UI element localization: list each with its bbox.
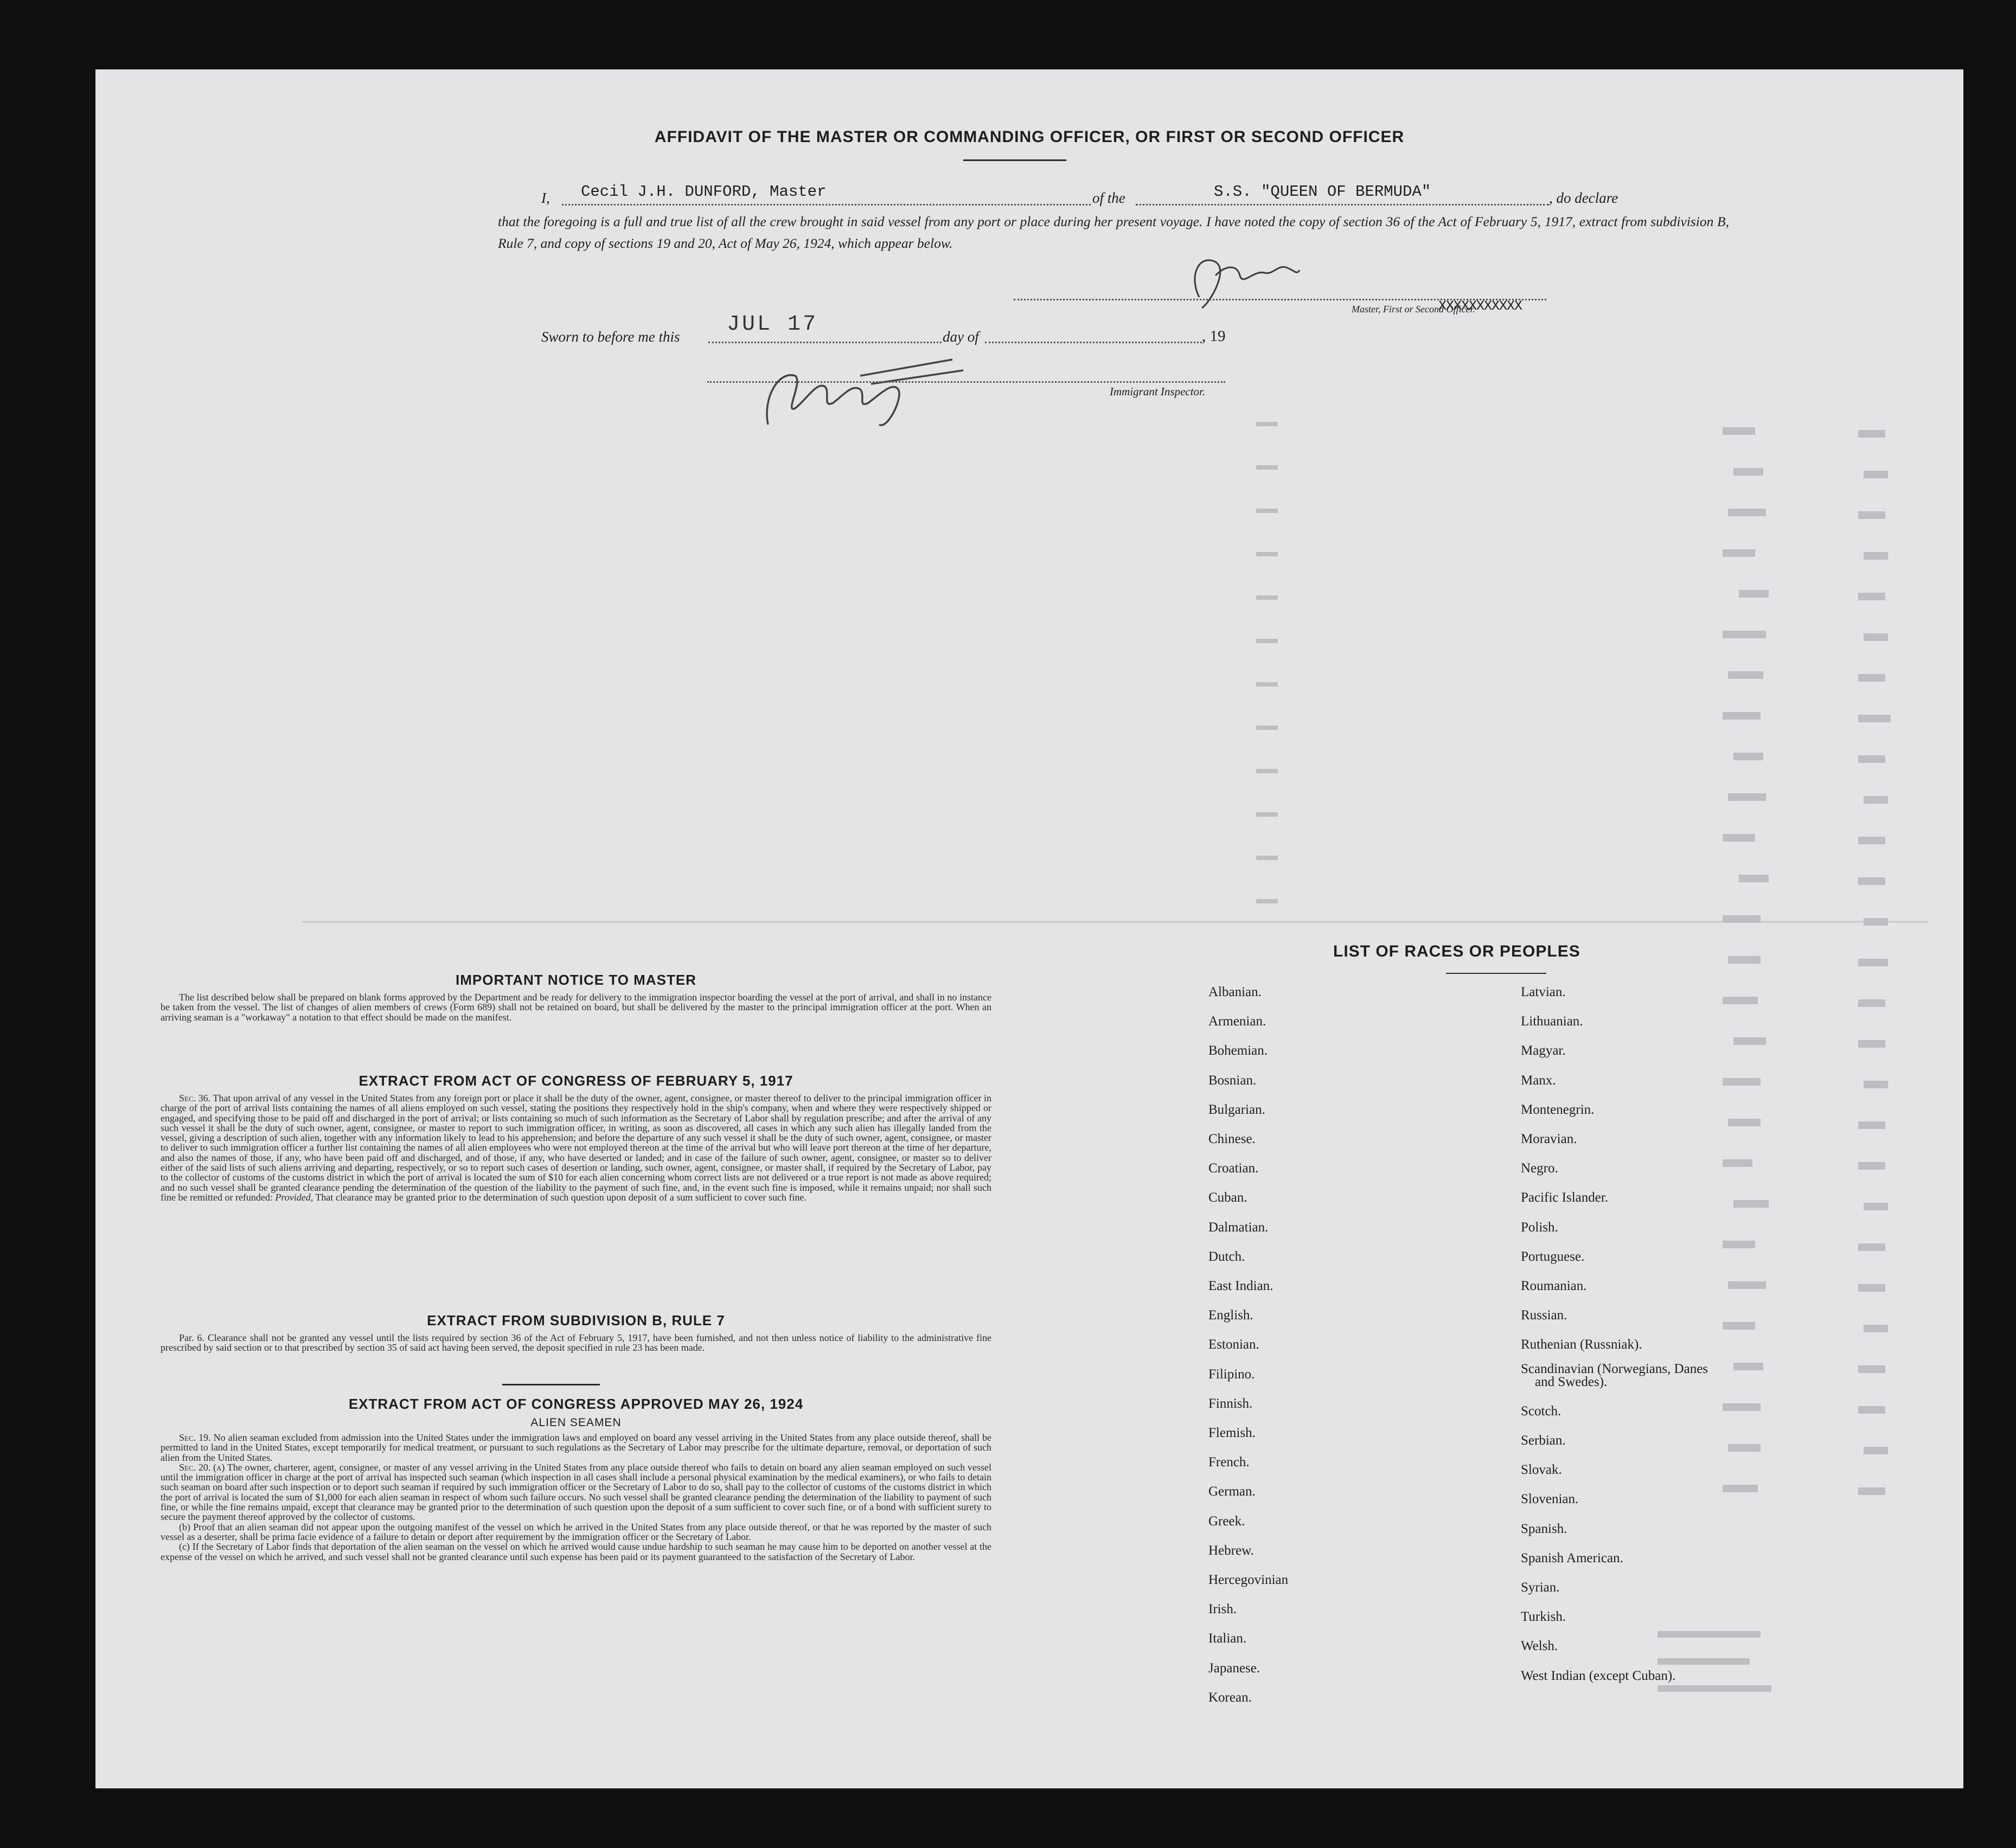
race-item: Lithuanian. — [1521, 1014, 1583, 1029]
section-19-label: Sec. 19. — [179, 1432, 211, 1443]
race-item: Spanish American. — [1521, 1550, 1623, 1565]
race-item: Russian. — [1521, 1308, 1567, 1323]
master-signature — [1177, 243, 1308, 319]
section-36-tail: That clearance may be granted prior to the determination of such question upon deposit of a sum sufficient to cover such fine. — [315, 1191, 807, 1203]
master-overstrike: XXXXXXXXXXX — [1438, 298, 1522, 314]
rule-7-title: EXTRACT FROM SUBDIVISION B, RULE 7 — [427, 1312, 725, 1329]
race-item: Scandinavian (Norwegians, Danes and Swedes). — [1521, 1361, 1708, 1389]
race-item: Magyar. — [1521, 1043, 1566, 1058]
rule-7-text — [161, 1333, 991, 1353]
race-item: East Indian. — [1208, 1279, 1273, 1293]
section-20-label: Sec. 20. (a) — [179, 1461, 225, 1473]
vessel-line — [1136, 204, 1549, 206]
inspector-caption: Immigrant Inspector. — [1110, 385, 1206, 398]
year-label: , 19 — [1202, 328, 1226, 345]
race-item: German. — [1208, 1484, 1256, 1499]
month-line — [985, 342, 1202, 343]
race-item: Greek. — [1208, 1513, 1245, 1529]
section-20a-body: The owner, charterer, agent, consignee, or master of any vessel arriving in the United States from any place outside thereof who fails to detain on board any alien seaman employed on such vessel until the immigration officer in charge at the port of arrival has inspected such seaman (which inspection in all cases shall include a personal physical examination by the medical examiners), or who fails to detain such seaman on board after such inspection or to deport such seaman if required by such immigration officer or the Secretary of Labor to do so, shall pay to the collector of customs of the customs district in which the port of arrival is located the sum of $1,000 for each alien seaman in respect of whom such failure occurs. No such vessel shall be granted clearance pending the determination of the liability to payment of such fine, or while the fine remains unpaid, except that clearance may be granted prior to the determination of such question upon the deposit of a sum sufficient to cover such fine, or of a bond with sufficient surety to secure the payment thereof approved by the collector of customs. — [161, 1461, 991, 1523]
date-stamp: JUL 17 — [727, 312, 818, 337]
notice-paragraph: The list described below shall be prepared on blank forms approved by the Department and be ready for delivery to the immigration inspector boarding the vessel at the port of arrival, and shall in no instance be taken from the vessel. The list of changes of alien members of crews (Form 689) shall not be retained on board, but shall be delivered by the master to the principal immigration officer at the port. When an arriving seaman is a "workaway" a notation to that effect should be made on the manifest. — [161, 992, 991, 1023]
race-item: Albanian. — [1208, 985, 1262, 999]
rule-7-divider — [502, 1384, 600, 1385]
section-36-paragraph — [161, 1093, 991, 1202]
race-item: Cuban. — [1208, 1190, 1247, 1205]
race-item: Bulgarian. — [1208, 1102, 1265, 1117]
race-item: English. — [1208, 1308, 1253, 1323]
race-item: Latvian. — [1521, 985, 1566, 999]
race-item: Slovenian. — [1521, 1492, 1579, 1507]
race-item: Filipino. — [1208, 1366, 1255, 1382]
master-name: Cecil J.H. DUNFORD, Master — [581, 183, 827, 201]
extract-1917-text — [161, 1093, 991, 1202]
race-item: West Indian (except Cuban). — [1521, 1668, 1676, 1683]
notice-text — [161, 992, 991, 1022]
do-declare-label: , do declare — [1549, 190, 1618, 206]
race-item: Roumanian. — [1521, 1279, 1587, 1293]
race-item: Estonian. — [1208, 1337, 1259, 1352]
race-item: Montenegrin. — [1521, 1102, 1595, 1117]
affidavit-i-label: I, — [541, 190, 550, 206]
race-item: Dalmatian. — [1208, 1220, 1269, 1235]
race-item: Korean. — [1208, 1690, 1252, 1705]
race-item: Armenian. — [1208, 1014, 1266, 1029]
extract-1924-title: EXTRACT FROM ACT OF CONGRESS APPROVED MAY 26, 1924 — [348, 1396, 804, 1412]
section-20b-paragraph: (b) Proof that an alien seaman did not appear upon the outgoing manifest of the vessel on which he arrived in the United States from any place outside thereof, or that he was reported by the master of such vessel as a deserter, shall be prima facie evidence of a failure to detain or deport after requirement by the immigration officer or the Secretary of Labor. — [161, 1521, 991, 1542]
race-item: Scotch. — [1521, 1403, 1561, 1419]
race-item: Slovak. — [1521, 1462, 1562, 1478]
day-of-label: day of — [943, 329, 979, 345]
alien-seamen-subtitle: ALIEN SEAMEN — [530, 1416, 622, 1429]
race-item: Finnish. — [1208, 1396, 1253, 1411]
race-item: Hebrew. — [1208, 1543, 1254, 1558]
section-19-paragraph — [161, 1433, 991, 1462]
inspector-signature-line — [707, 381, 1225, 383]
affidavit-title: AFFIDAVIT OF THE MASTER OR COMMANDING OFFICER, OR FIRST OR SECOND OFFICER — [654, 128, 1405, 146]
master-caption: Master, First or Second Officer. — [1352, 304, 1475, 315]
race-item: Japanese. — [1208, 1660, 1260, 1676]
race-item: French. — [1208, 1455, 1250, 1470]
race-item: Irish. — [1208, 1602, 1237, 1617]
section-36-body: That upon arrival of any vessel in the United States from any foreign port or place it shall be the duty of the owner, agent, consignee, or master thereof to deliver to the principal immigration officer in charge of the port of arrival lists containing the names of all aliens employed on such vessel, stating the positions they respectively hold in the ship's company, when and where they were respectively shipped or engaged, and specifying those to be paid off and discharged in the port of arrival; or lists containing so much of such information as the Secretary of Labor shall by regulation prescribe; and after the arrival of any such vessel it shall be the duty of such owner, agent, consignee, or master to report to such immigration officer, in writing, as soon as discovered, all cases in which any such alien has illegally landed from the vessel, giving a description of such alien, together with any information likely to lead to his apprehension; and before the departure of any such vessel it shall be the duty of such owner, agent, consignee, or master to deliver to such immigration officer a further list containing the names of all alien employees who were not employed thereon at the time of the arrival but who will leave port thereon at the time of her departure, and also the names of those, if any, who have been paid off and discharged, and of those, if any, who have deserted or landed; and in case of the failure of such owner, agent, consignee, or master so to deliver either of the said lists of such aliens arriving and departing, respectively, or so to report such cases of desertion or landing, such owner, agent, consignee, or master shall, if required by the Secretary of Labor, pay to the collector of customs of the customs district in which the port of arrival is located the sum of $10 for each alien concerning whom correct lists are not delivered or a true report is not made as above required; and no such vessel shall be granted clearance pending the determination of the question of the liability to the payment of such fine, and, in the event such fine is imposed, while it remains unpaid; nor shall such fine be remitted or refunded: — [161, 1093, 991, 1203]
race-item: Hercegovinian — [1208, 1573, 1289, 1587]
vessel-name: S.S. "QUEEN OF BERMUDA" — [1214, 183, 1431, 201]
race-item: Negro. — [1521, 1161, 1558, 1176]
of-the-label: of the — [1092, 190, 1125, 206]
sworn-label: Sworn to before me this — [541, 329, 680, 345]
race-item: Ruthenian (Russniak). — [1521, 1337, 1642, 1352]
extract-1924-text — [161, 1433, 991, 1562]
races-title-rule — [1446, 973, 1546, 974]
race-item: Chinese. — [1208, 1132, 1256, 1146]
notice-title: IMPORTANT NOTICE TO MASTER — [456, 972, 696, 988]
race-item: Flemish. — [1208, 1426, 1256, 1440]
extract-1917-title: EXTRACT FROM ACT OF CONGRESS OF FEBRUARY 5, 1917 — [359, 1073, 793, 1089]
race-item: Pacific Islander. — [1521, 1190, 1609, 1205]
race-item: Dutch. — [1208, 1249, 1245, 1264]
races-title: LIST OF RACES OR PEOPLES — [1333, 942, 1580, 960]
race-item: Portuguese. — [1521, 1249, 1585, 1264]
race-item: Bohemian. — [1208, 1043, 1268, 1058]
affidavit-body: that the foregoing is a full and true list of all the crew brought in said vessel from any port or place during her present voyage. I have noted the copy of section 36 of the Act of February 5, 1917, extract from subdivision B, Rule 7, and copy of sections 19 and 20, Act of May 26, 1924, which appear below. — [498, 214, 1729, 251]
race-item: Turkish. — [1521, 1609, 1566, 1625]
section-19-body: No alien seaman excluded from admission into the United States under the immigration laws and employed on board any vessel arriving in the United States from any place outside thereof, shall be permitted to land in the United States, except temporarily for medical treatment, or pursuant to such regulations as the Secretary of Labor may prescribe for the ultimate departure, removal, or deportation of such alien from the United States. — [161, 1432, 992, 1463]
rule-7-paragraph: Par. 6. Clearance shall not be granted any vessel until the lists required by section 36 of the Act of February 5, 1917, have been furnished, and not then unless notice of liability to the administrative fine prescribed by said section or to that prescribed by section 35 of said act having been served, the deposit specified in rule 23 has been made. — [161, 1332, 991, 1353]
race-item: Italian. — [1208, 1631, 1247, 1646]
race-item: Manx. — [1521, 1073, 1556, 1088]
document-page — [95, 69, 1963, 1788]
section-36-label: Sec. 36. — [179, 1093, 211, 1103]
name-line — [562, 204, 1091, 206]
race-item: Syrian. — [1521, 1580, 1560, 1595]
provided-label: Provided, — [275, 1191, 313, 1203]
title-rule — [963, 159, 1066, 161]
race-item: Serbian. — [1521, 1433, 1566, 1448]
section-20a-paragraph — [161, 1462, 991, 1522]
race-item: Bosnian. — [1208, 1073, 1257, 1088]
race-item: Croatian. — [1208, 1161, 1259, 1176]
race-item: Welsh. — [1521, 1639, 1558, 1654]
section-20c-paragraph: (c) If the Secretary of Labor finds that deportation of the alien seaman on the vessel on which he arrived would cause undue hardship to such seaman he may cause him to be deported on another vessel at the expense of the vessel on which he arrived, and such vessel shall not be granted clearance until such expense has been paid or its payment guaranteed to the satisfaction of the Secretary of Labor. — [161, 1541, 991, 1562]
race-item: Moravian. — [1521, 1132, 1577, 1146]
inspector-signature — [735, 343, 974, 435]
race-item: Spanish. — [1521, 1521, 1567, 1536]
race-item: Polish. — [1521, 1220, 1558, 1235]
